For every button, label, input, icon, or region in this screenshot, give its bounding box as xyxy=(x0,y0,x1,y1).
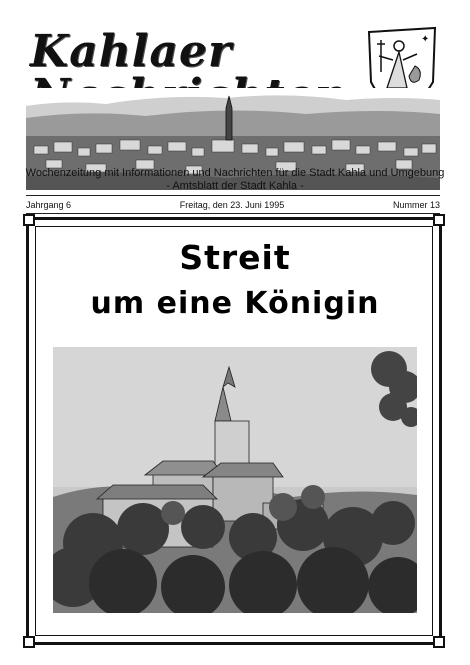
issue-info-bar xyxy=(26,198,440,212)
headline-line-2: um eine Königin xyxy=(90,286,380,321)
frame-corner-ornament xyxy=(433,214,445,226)
divider xyxy=(26,195,440,196)
headline-line-1: Streit xyxy=(179,238,291,277)
volume-label: Jahrgang 6 xyxy=(26,200,72,210)
svg-text:✦: ✦ xyxy=(421,34,430,45)
official-gazette-note: - Amtsblatt der Stadt Kahla - xyxy=(166,180,304,192)
issue-number: Nummer 13 xyxy=(392,200,440,210)
frame-corner-ornament xyxy=(433,636,445,648)
masthead xyxy=(26,24,440,166)
newspaper-subtitle: Wochenzeitung mit Informationen und Nachrichten für die Stadt Kahla und Umgebung xyxy=(25,167,445,179)
issue-date: Freitag, den 23. Juni 1995 xyxy=(179,200,285,210)
frame-corner-ornament xyxy=(23,636,35,648)
divider xyxy=(26,213,440,214)
frame-corner-ornament xyxy=(23,214,35,226)
newspaper-title: Kahlaer xyxy=(30,26,233,77)
castle-photo xyxy=(53,347,417,613)
